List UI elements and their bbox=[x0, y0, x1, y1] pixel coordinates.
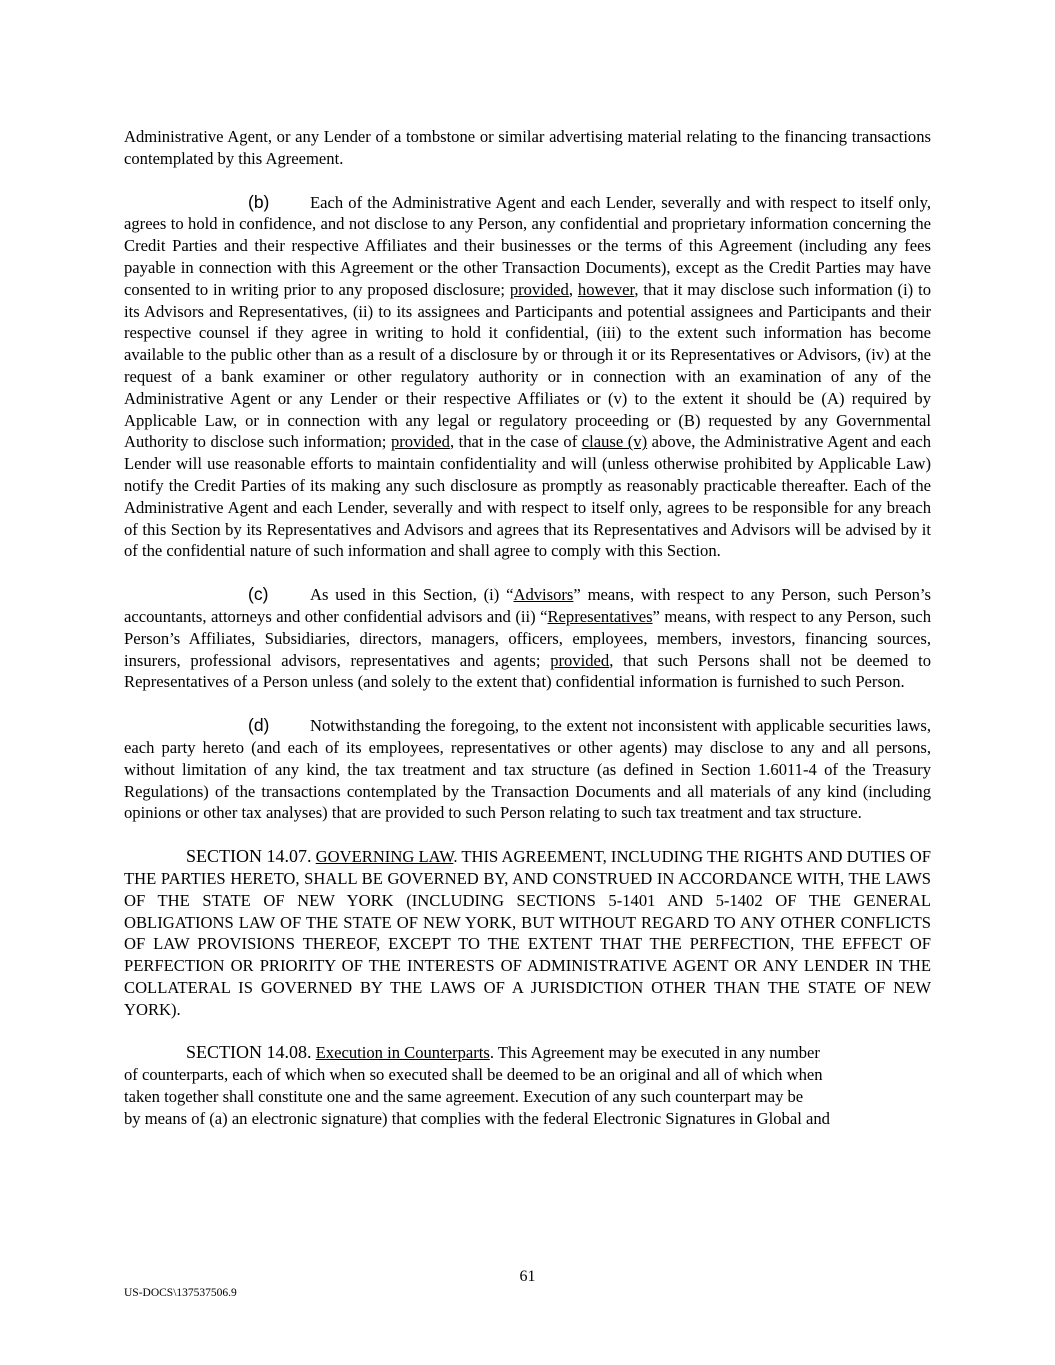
section-14-07-heading-end: . bbox=[453, 847, 458, 867]
intro-paragraph bbox=[124, 126, 931, 170]
document-id: US-DOCS\137537506.9 bbox=[124, 1287, 237, 1299]
paragraph-b bbox=[124, 192, 931, 563]
paragraph-d-text: Notwithstanding the foregoing, to the extent not inconsistent with applicable securities laws, each party hereto (and each of its employees, representatives or other agents) may disclose to any and all persons, without limitation of any kind, the tax treatment and tax structure (as defined in Section 1.6011-4 of the Treasury Regulations) of the transactions contemplated by the Transaction Documents and all materials of any kind (including opinions or other tax analyses) that are provided to such Person relating to such tax treatment and tax structure. bbox=[124, 716, 931, 823]
provided-term-2: provided bbox=[390, 432, 450, 452]
section-14-08-line-2: of counterparts, each of which when so executed shall be deemed to be an original and all of which when bbox=[124, 1065, 823, 1085]
clause-v-reference: clause (v) bbox=[581, 432, 648, 452]
section-14-08-line-3: taken together shall constitute one and the same agreement. Execution of any such counterpart may be bbox=[124, 1087, 804, 1107]
section-14-08 bbox=[124, 1042, 931, 1129]
intro-text: Administrative Agent, or any Lender of a tombstone or similar advertising material relating to the financing transactions contemplated by this Agreement. bbox=[124, 127, 931, 168]
document-page bbox=[124, 126, 931, 1130]
paragraph-b-text-5: above, the Administrative Agent and each Lender will use reasonable efforts to maintain confidentiality and will (unless otherwise prohibited by Applicable Law) notify the Credit Parties of its making any such disclosure as promptly as reasonably practicable thereafter. Each of the Administrative Agent and each Lender, severally and with respect to itself only, agrees to be responsible for any breach of this Section by its Representatives and Advisors and agrees that its Representatives and Advisors will be advised by it of the confidential nature of such information and shall agree to comply with this Section. bbox=[124, 432, 931, 561]
paragraph-c-text-1: As used in this Section, (i) “ bbox=[310, 585, 514, 605]
page-number: 61 bbox=[519, 1268, 536, 1285]
paragraph-b-label: (b) bbox=[248, 191, 270, 212]
section-14-07-number: SECTION 14.07. bbox=[186, 846, 312, 867]
section-14-08-number: SECTION 14.08. bbox=[186, 1042, 312, 1063]
section-14-08-heading: Execution in Counterparts bbox=[315, 1043, 490, 1063]
provided-term-3: provided bbox=[550, 650, 610, 670]
paragraph-b-text-1: Each of the Administrative Agent and each Lender, severally and with respect to itself only, agrees to hold in confidence, and not disclose to any Person, any confidential and proprietary information concerning the Credit Parties and their respective Affiliates and their businesses or the terms of this Agreement (including any fees payable in connection with this Agreement or the other Transaction Documents), except as the Credit Parties may have consented to in writing prior to any proposed disclosure; bbox=[124, 192, 931, 299]
paragraph-b-text-4: , that in the case of bbox=[449, 432, 582, 452]
section-14-08-heading-end: . bbox=[489, 1043, 495, 1063]
section-14-07-text: THIS AGREEMENT, INCLUDING THE RIGHTS AND DUTIES OF THE PARTIES HERETO, SHALL BE GOVERNED BY, AND CONSTRUED IN ACCORDANCE WITH, THE LAWS OF THE STATE OF NEW YORK (INCLUDING SECTIONS 5-1401 AND 5-1402 OF THE GENERAL OBLIGATIONS LAW OF THE STATE OF NEW YORK, BUT WITHOUT REGARD TO ANY OTHER CONFLICTS OF LAW PROVISIONS THEREOF, EXCEPT TO THE EXTENT THAT THE PERFECTION, THE EFFECT OF PERFECTION OR PRIORITY OF THE INTERESTS OF ADMINISTRATIVE AGENT OR ANY LENDER IN THE COLLATERAL IS GOVERNED BY THE LAWS OF A JURISDICTION OTHER THAN THE STATE OF NEW YORK). bbox=[124, 847, 931, 1019]
paragraph-c-text-3: ” means, with respect to any Person, such Person’s Affiliates, Subsidiaries, directors, managers, officers, employees, members, investors, financing sources, insurers, professional advisors, representatives and agents; bbox=[124, 606, 931, 670]
paragraph-c-text-4: , that such Persons shall not be deemed to Representatives of a Person unless (and solely to the extent that) confidential information is furnished to such Person. bbox=[124, 650, 931, 692]
paragraph-b-text-2: , bbox=[568, 279, 578, 299]
section-14-08-line-1: This Agreement may be executed in any number bbox=[494, 1043, 820, 1063]
paragraph-d bbox=[124, 715, 931, 824]
section-14-07-heading: GOVERNING LAW bbox=[315, 847, 454, 867]
section-14-07 bbox=[124, 846, 931, 1020]
paragraph-c bbox=[124, 584, 931, 693]
section-14-08-line-4: by means of (a) an electronic signature) that complies with the federal Electronic Signatures in Global and bbox=[124, 1108, 830, 1128]
paragraph-b-text-3: , that it may disclose such information (i) to its Advisors and Representatives, (ii) to its assignees and Participants and potential assignees and Participants and their respective counsel if they agree in writing to hold it confidential, (iii) to the extent such information has become available to the public other than as a result of a disclosure by or through it or its Representatives or Advisors, (iv) at the request of a bank examiner or other regulatory authority or in connection with an examination of any of the Administrative Agent or any Lender or their respective Affiliates or (v) to the extent it should be (A) required by Applicable Law, or in connection with any legal or regulatory proceeding or (B) requested by any Governmental Authority to disclose such information; bbox=[124, 279, 931, 452]
advisors-term: Advisors bbox=[513, 585, 574, 605]
paragraph-c-text-2: ” means, with respect to any Person, such Person’s accountants, attorneys and other confidential advisors and (ii) “ bbox=[124, 585, 931, 626]
however-term: however bbox=[577, 279, 635, 299]
paragraph-c-label: (c) bbox=[248, 584, 269, 605]
representatives-term: Representatives bbox=[547, 606, 653, 626]
provided-term: provided bbox=[509, 279, 569, 299]
paragraph-d-label: (d) bbox=[248, 715, 270, 736]
